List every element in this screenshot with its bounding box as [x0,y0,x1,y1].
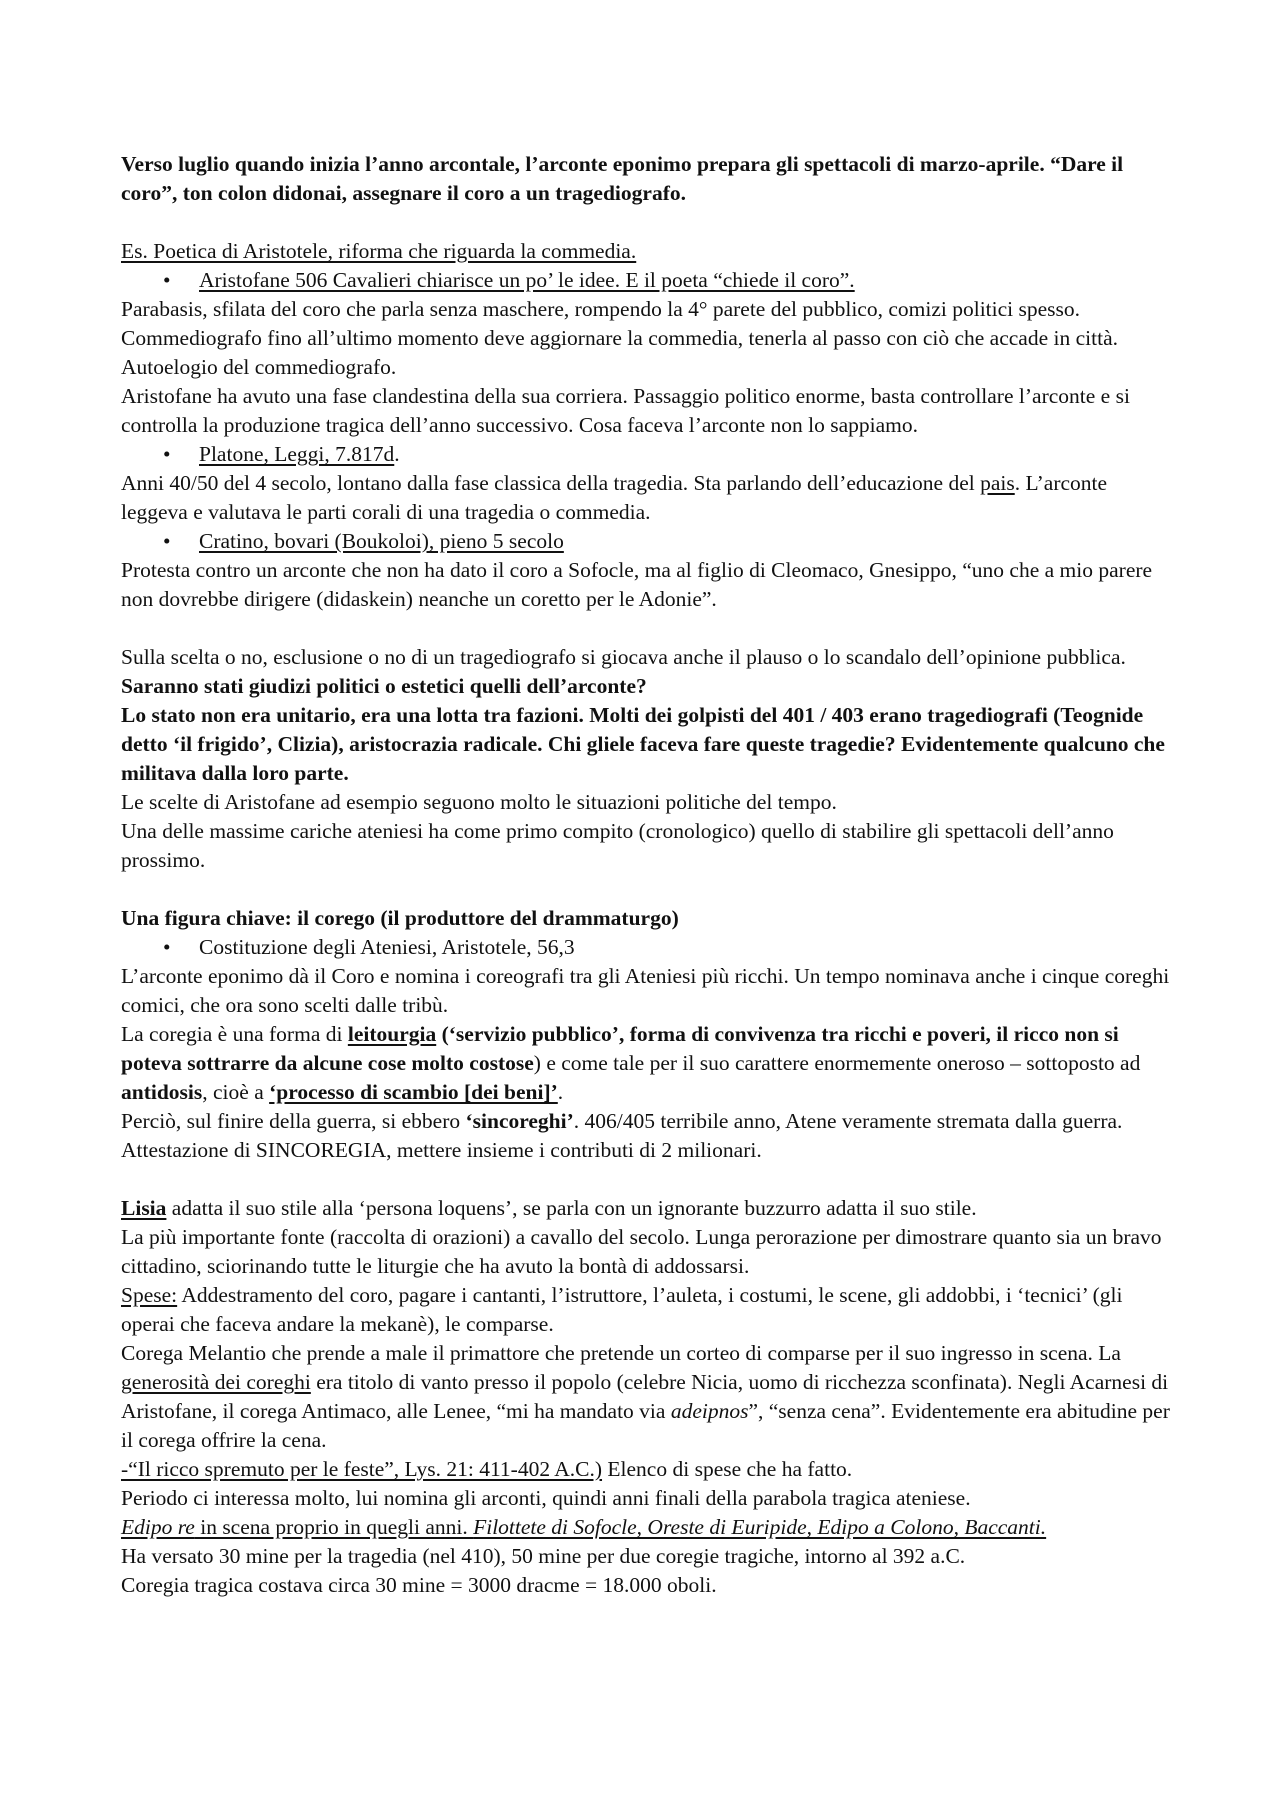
edipo-title: Edipo re [121,1515,195,1539]
document-page [121,150,1171,1600]
generosita-term: generosità dei coreghi [121,1370,311,1394]
spacer [121,1165,1171,1194]
text-span: Elenco di spese che ha fatto. [602,1457,853,1481]
text-span: , cioè a [202,1080,270,1104]
works-list: Filottete di Sofocle, Oreste di Euripide, Edipo a Colono, Baccanti. [473,1515,1047,1539]
bullet-costituzione [121,933,1171,962]
intro-paragraph: Verso luglio quando inizia l’anno arcontale, l’arconte eponimo prepara gli spettacoli di marzo-aprile. “Dare il coro”, ton colon didonai, assegnare il coro a un tragediografo. [121,152,1124,205]
scelta-paragraph [121,643,1171,701]
bullet-aristofane-text: Aristofane 506 Cavalieri chiarisce un po’ le idee. E il poeta “chiede il coro”. [199,268,855,292]
text-span: adatta il suo stile alla ‘persona loquens’, se parla con un ignorante buzzurro adatta il suo stile. [166,1196,977,1220]
coregia-paragraph [121,1020,1171,1107]
sincoreghi-term: ‘sincoreghi’ [465,1109,574,1133]
text-span: Anni 40/50 del 4 secolo, lontano dalla fase classica della tragedia. Sta parlando dell’educazione del [121,471,981,495]
spacer [121,875,1171,904]
pais-term: pais [980,471,1015,495]
parabasis-paragraph: Parabasis, sfilata del coro che parla senza maschere, rompendo la 4° parete del pubblico, comizi politici spesso. Commediografo fino all’ultimo momento deve aggiornare la commedia, tenerla al passo con ciò che accade in città. Autoelogio del commediografo. [121,297,1118,379]
question-bold: Saranno stati giudizi politici o estetici quelli dell’arconte? [121,674,647,698]
arconte-paragraph: L’arconte eponimo dà il Coro e nomina i coreografi tra gli Ateniesi più ricchi. Un tempo nominava anche i cinque coreghi comici, che ora sono scelti dalle tribù. [121,964,1170,1017]
bullet-platone-text: Platone, Leggi, 7.817d [199,442,395,466]
protesta-paragraph: Protesta contro un arconte che non ha dato il coro a Sofocle, ma al figlio di Cleomaco, Gnesippo, “uno che a mio parere non dovrebbe dirigere (didaskein) neanche un coretto per le Adonie”. [121,558,1153,611]
bullet-costituzione-text: Costituzione degli Ateniesi, Aristotele, 56,3 [199,935,575,959]
periodo-paragraph: Periodo ci interessa molto, lui nomina gli arconti, quindi anni finali della parabola tragica ateniese. [121,1486,971,1510]
poetica-line [121,237,1171,266]
bullet-aristofane [121,266,1171,295]
lisia-paragraph [121,1194,1171,1223]
bullet-cratino-text: Cratino, bovari (Boukoloi), pieno 5 secolo [199,529,564,553]
antidosis-term: antidosis [121,1080,203,1104]
text-span: . L’arconte leggeva e valutava le parti corali di una tragedia o commedia. [121,471,1108,524]
adeipnos-term: adeipnos [670,1399,749,1423]
text-span: era titolo di vanto presso il popolo (celebre Nicia, uomo di ricchezza sconfinata). Negli Acarnesi di Aristofane, il corega Antimaco, alle Lenee, “mi ha mandato via [121,1370,1169,1423]
poetica-ref: Es. Poetica di Aristotele, riforma che riguarda la commedia. [121,239,637,263]
lys-paragraph [121,1455,1171,1484]
text-span: in scena proprio in quegli anni. [194,1515,474,1539]
leitourgia-term: leitourgia [347,1022,437,1046]
spacer [121,614,1171,643]
melantio-paragraph [121,1339,1171,1455]
text-span: Addestramento del coro, pagare i cantanti, l’istruttore, l’auleta, i costumi, le scene, gli addobbi, i ‘tecnici’ (gli operai che faceva andare la mekanè), le comparse. [121,1283,1123,1336]
sincoreghi-paragraph [121,1107,1171,1165]
fonte-paragraph: La più importante fonte (raccolta di orazioni) a cavallo del secolo. Lunga perorazione per dimostrare quanto sia un bravo cittadino, sciorinando tutte le liturgie che ha avuto la bontà di addossarsi. [121,1225,1162,1278]
bullet-platone-period: . [394,442,400,466]
text-span: Sulla scelta o no, esclusione o no di un tragediografo si giocava anche il plauso o lo scandalo dell’opinione pubblica. [121,645,1126,669]
lys-ref: -“Il ricco spremuto per le feste”, Lys. 21: 411-402 A.C.) [121,1457,603,1481]
processo-term: ‘processo di scambio [dei beni]’ [269,1080,558,1104]
cariche-paragraph: Una delle massime cariche ateniesi ha come primo compito (cronologico) quello di stabilire gli spettacoli dell’anno prossimo. [121,819,1114,872]
text-span: ”, “senza cena”. Evidentemente era abitudine per il corega offrire la cena. [121,1399,1170,1452]
aristofane-paragraph: Aristofane ha avuto una fase clandestina della sua corriera. Passaggio politico enorme, basta controllare l’arconte e si controlla la produzione tragica dell’anno successivo. Cosa faceva l’arconte non lo sappiamo. [121,384,1130,437]
lisia-term: Lisia [121,1196,167,1220]
costo-paragraph: Coregia tragica costava circa 30 mine = 3000 dracme = 18.000 oboli. [121,1573,717,1597]
versato-paragraph: Ha versato 30 mine per la tragedia (nel 410), 50 mine per due coregie tragiche, intorno al 392 a.C. [121,1544,966,1568]
text-span: . 406/405 terribile anno, Atene veramente stremata dalla guerra. Attestazione di SINCOREGIA, mettere insieme i contributi di 2 milionari. [121,1109,1123,1162]
bullet-platone [121,440,1171,469]
section-heading: Una figura chiave: il corego (il produttore del drammaturgo) [121,906,679,930]
bullet-cratino [121,527,1171,556]
text-span: La coregia è una forma di [121,1022,348,1046]
edipo-paragraph [121,1513,1171,1542]
spacer [121,208,1171,237]
stato-paragraph: Lo stato non era unitario, era una lotta tra fazioni. Molti dei golpisti del 401 / 403 erano tragediografi (Teognide detto ‘il frigido’, Clizia), aristocrazia radicale. Chi gliele faceva fare queste tragedie? Evidentemente qualcuno che militava dalla loro parte. [121,703,1165,785]
spese-term: Spese: [121,1283,178,1307]
spese-paragraph [121,1281,1171,1339]
text-span: . [557,1080,564,1104]
text-span: Corega Melantio che prende a male il primattore che pretende un corteo di comparse per il suo ingresso in scena. La [121,1341,1121,1365]
text-span: Perciò, sul finire della guerra, si ebbero [121,1109,466,1133]
leitourgia-gloss: (‘servizio pubblico’, forma di convivenza tra ricchi e poveri, il ricco non si poteva sottrarre da alcune cose molto costose [121,1022,1119,1075]
anni-paragraph [121,469,1171,527]
text-span: ) e come tale per il suo carattere enormemente oneroso – sottoposto ad [533,1051,1141,1075]
scelte-paragraph: Le scelte di Aristofane ad esempio seguono molto le situazioni politiche del tempo. [121,790,837,814]
